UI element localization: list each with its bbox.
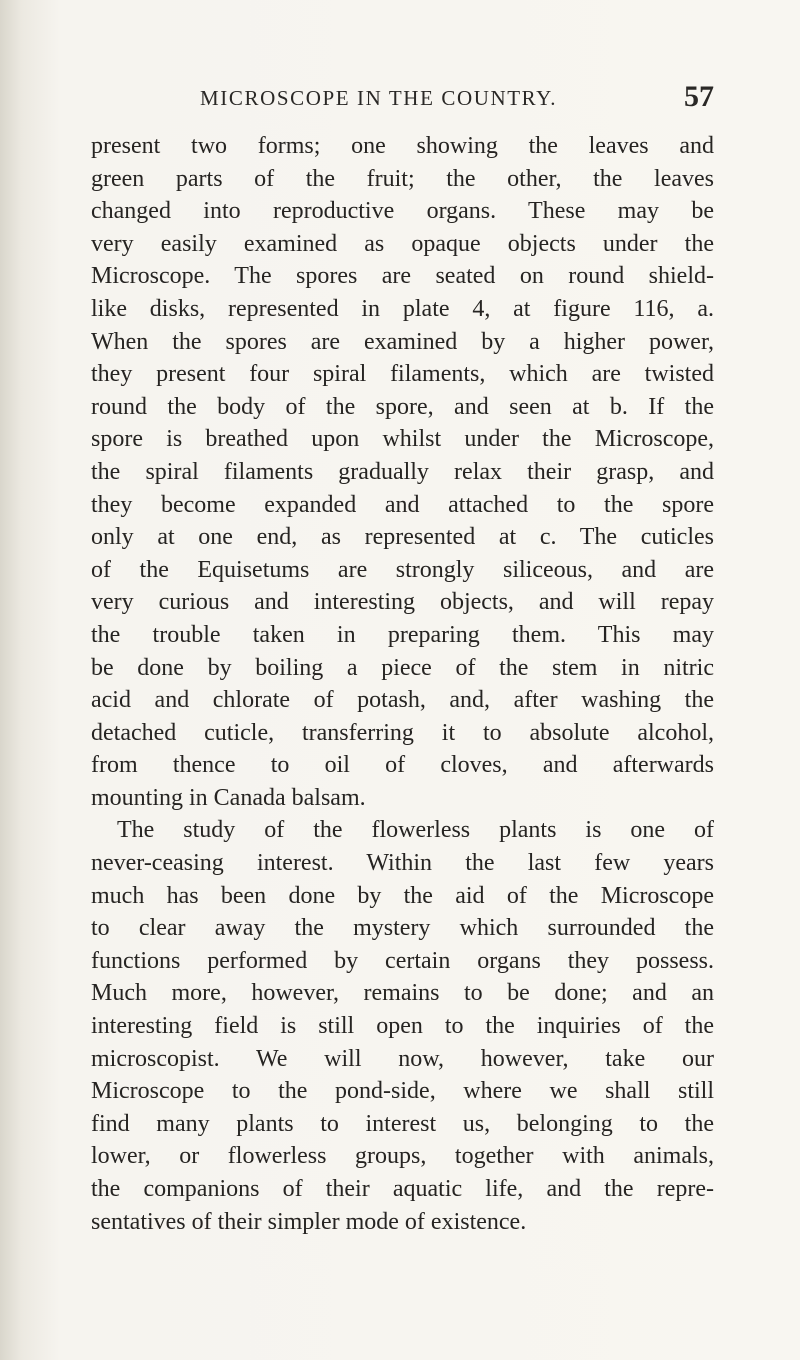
text-line: the spiral filaments gradually relax their grasp, and — [91, 458, 714, 485]
page-header — [200, 80, 714, 120]
text-line: from thence to oil of cloves, and afterwards — [91, 752, 714, 779]
text-line: present two forms; one showing the leaves and — [91, 133, 714, 159]
text-line: much has been done by the aid of the Microscope — [91, 882, 714, 909]
text-line: very curious and interesting objects, and will repay — [91, 589, 714, 616]
text-line: only at one end, as represented at c. The cuticles — [91, 524, 714, 551]
text-line: green parts of the fruit; the other, the leaves — [91, 165, 714, 192]
text-line: Much more, however, remains to be done; and an — [91, 980, 714, 1007]
text-line: Microscope to the pond-side, where we shall still — [91, 1078, 714, 1105]
text-line: spore is breathed upon whilst under the Microscope, — [91, 426, 714, 453]
text-line: acid and chlorate of potash, and, after washing the — [91, 687, 714, 714]
text-line: they present four spiral filaments, which are twisted — [91, 361, 714, 388]
text-line: changed into reproductive organs. These may be — [91, 198, 714, 225]
body-text — [91, 130, 714, 1238]
text-line: very easily examined as opaque objects under the — [91, 230, 714, 257]
text-line: the companions of their aquatic life, and the repre- — [91, 1176, 714, 1202]
text-line: of the Equisetums are strongly siliceous, and are — [91, 556, 714, 583]
page-number: 57 — [684, 80, 714, 113]
text-line: interesting field is still open to the inquiries of the — [91, 1013, 714, 1040]
text-line: functions performed by certain organs they possess. — [91, 947, 714, 974]
text-line: sentatives of their simpler mode of existence. — [91, 1208, 527, 1235]
text-line: to clear away the mystery which surrounded the — [91, 915, 714, 942]
text-line: lower, or flowerless groups, together with animals, — [91, 1143, 714, 1170]
text-line: Microscope. The spores are seated on round shield- — [91, 263, 714, 290]
text-line: microscopist. We will now, however, take our — [91, 1045, 714, 1072]
text-line: like disks, represented in plate 4, at figure 116, a. — [91, 295, 714, 322]
text-line: find many plants to interest us, belonging to the — [91, 1110, 714, 1137]
text-line: the trouble taken in preparing them. This may — [91, 621, 714, 648]
text-line: mounting in Canada balsam. — [91, 784, 366, 811]
text-line: be done by boiling a piece of the stem in nitric — [91, 654, 714, 681]
text-line: When the spores are examined by a higher power, — [91, 328, 714, 355]
running-head: MICROSCOPE IN THE COUNTRY. — [200, 86, 558, 110]
text-line: they become expanded and attached to the spore — [91, 491, 714, 518]
text-line: detached cuticle, transferring it to absolute alcohol, — [91, 719, 714, 746]
text-line: The study of the flowerless plants is one of — [117, 817, 714, 844]
text-line: round the body of the spore, and seen at b. If the — [91, 393, 714, 420]
text-line: never-ceasing interest. Within the last few years — [91, 850, 714, 877]
